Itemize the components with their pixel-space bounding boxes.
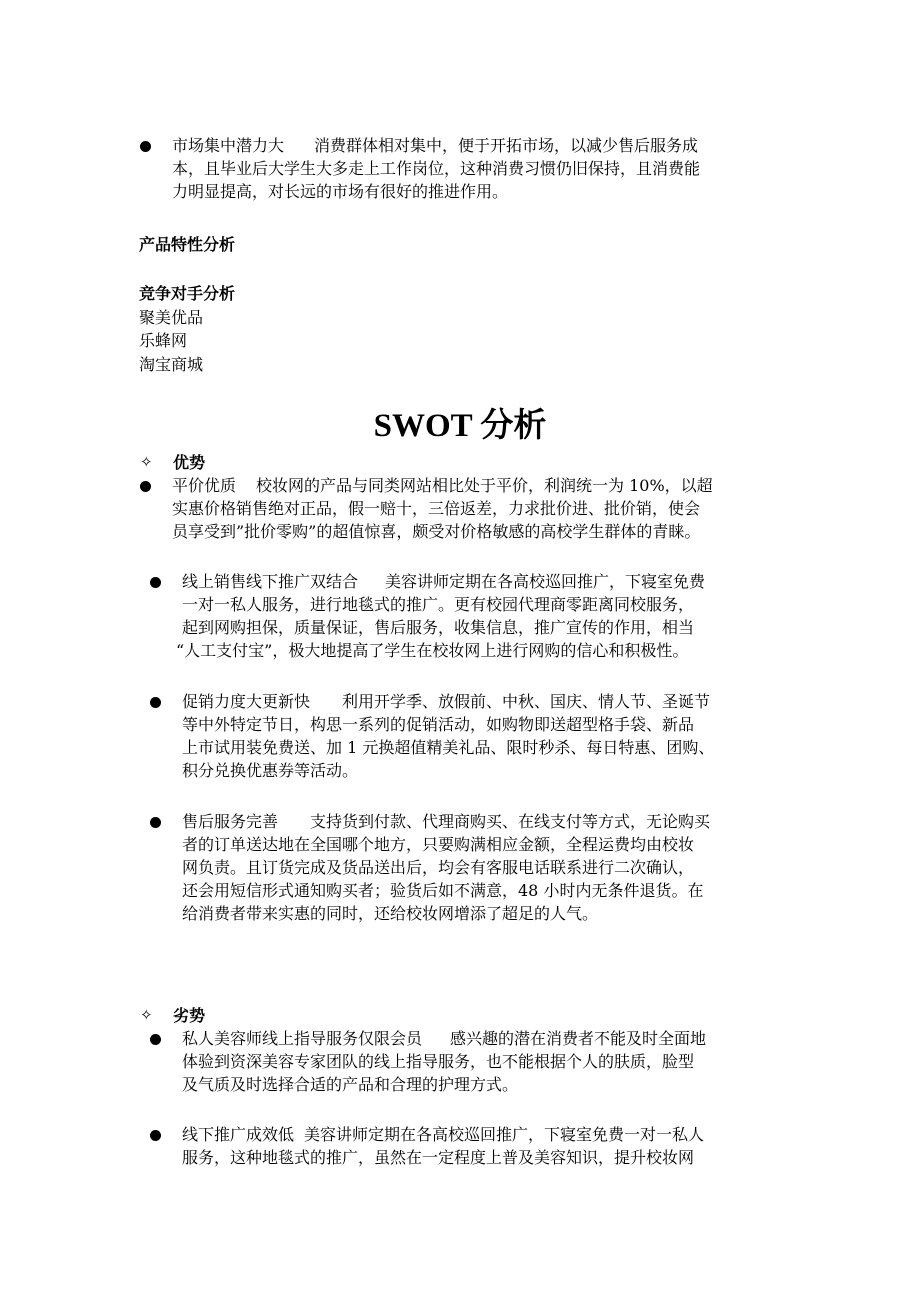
strength-item — [182, 810, 710, 925]
item-line: 校妆网的产品与同类网站相比处于平价，利润统一为 10%，以超 — [256, 476, 713, 495]
item-label: 市场集中潜力大 — [172, 136, 285, 155]
strength-item — [176, 570, 706, 662]
item-line: 者的订单送达地在全国哪个地方，只要购满相应金额，全程运费均由校妆 — [182, 835, 695, 854]
page-title: SWOT 分析 — [373, 408, 547, 444]
item-label: 促销力度大更新快 — [182, 692, 311, 711]
item-line: 美容讲师定期在各高校巡回推广，下寝室免费 — [385, 572, 706, 591]
intro-item — [172, 134, 700, 203]
item-line: 积分兑换优惠券等活动。 — [182, 761, 359, 780]
competitor-item: 乐蜂网 — [139, 331, 188, 350]
item-line: 感兴趣的潜在消费者不能及时全面地 — [450, 1029, 707, 1048]
item-label: 平价优质 — [172, 476, 237, 495]
item-label: 线上销售线下推广双结合 — [182, 572, 359, 591]
item-line: 本，且毕业后大学生大多走上工作岗位，这种消费习惯仍旧保持，且消费能 — [172, 159, 701, 178]
item-line: 支持货到付款、代理商购买、在线支付等方式，无论购买 — [310, 812, 711, 831]
item-line: 美容讲师定期在各高校巡回推广，下寝室免费一对一私人 — [304, 1125, 705, 1144]
item-label: 售后服务完善 — [182, 812, 279, 831]
item-line: 及气质及时选择合适的产品和合理的护理方式。 — [182, 1075, 519, 1094]
weakness-item — [182, 1123, 704, 1169]
diamond-icon: ✧ — [140, 453, 153, 471]
bullet-dot — [140, 141, 151, 152]
bullet-dot — [150, 697, 161, 708]
item-line: 网负责。且订货完成及货品送出后，均会有客服电话联系进行二次确认， — [182, 858, 695, 877]
item-line: 服务，这种地毯式的推广，虽然在一定程度上普及美容知识，提升校妆网 — [182, 1148, 695, 1167]
item-line: “人工支付宝”，极大地提高了学生在校妆网上进行网购的信心和积极性。 — [176, 641, 689, 660]
strength-item — [182, 690, 714, 782]
competitor-item: 淘宝商城 — [139, 355, 204, 374]
item-line: 体验到资深美容专家团队的线上指导服务，也不能根据个人的肤质，脸型 — [182, 1052, 695, 1071]
item-line: 一对一私人服务，进行地毯式的推广。更有校园代理商零距离同校服务， — [182, 595, 695, 614]
item-line: 上市试用装免费送、加 1 元换超值精美礼品、限时秒杀、每日特惠、团购、 — [182, 738, 715, 757]
section-label: 劣势 — [173, 1006, 206, 1025]
item-line: 给消费者带来实惠的同时，还给校妆网增添了超足的人气。 — [182, 904, 599, 923]
item-line: 员享受到”批价零购”的超值惊喜，颇受对价格敏感的高校学生群体的青睐。 — [172, 522, 701, 541]
product-analysis-heading: 产品特性分析 — [139, 235, 236, 254]
item-line: 力明显提高，对长远的市场有很好的推进作用。 — [172, 182, 509, 201]
bullet-dot — [140, 481, 151, 492]
item-line: 消费群体相对集中，便于开拓市场，以减少售后服务成 — [314, 136, 699, 155]
item-label: 私人美容师线上指导服务仅限会员 — [182, 1029, 423, 1048]
bullet-dot — [150, 817, 161, 828]
item-label: 线下推广成效低 — [182, 1125, 295, 1144]
item-line: 还会用短信形式通知购买者；验货后如不满意，48 小时内无条件退货。在 — [182, 881, 704, 900]
competitor-item: 聚美优品 — [139, 308, 204, 327]
diamond-icon: ✧ — [140, 1006, 153, 1024]
bullet-dot — [150, 1130, 161, 1141]
strength-item — [172, 474, 713, 543]
item-line: 等中外特定节日，构思一系列的促销活动，如购物即送超型格手袋、新品 — [182, 715, 695, 734]
item-line: 起到网购担保，质量保证，售后服务，收集信息，推广宣传的作用，相当 — [182, 618, 695, 637]
competitor-analysis-heading: 竞争对手分析 — [139, 284, 236, 303]
section-label: 优势 — [173, 453, 206, 472]
item-line: 实惠价格销售绝对正品，假一赔十，三倍返差，力求批价进、批价销，使会 — [172, 499, 701, 518]
bullet-dot — [150, 577, 161, 588]
item-line: 利用开学季、放假前、中秋、国庆、情人节、圣诞节 — [342, 692, 711, 711]
bullet-dot — [150, 1034, 161, 1045]
weakness-item — [182, 1027, 706, 1096]
